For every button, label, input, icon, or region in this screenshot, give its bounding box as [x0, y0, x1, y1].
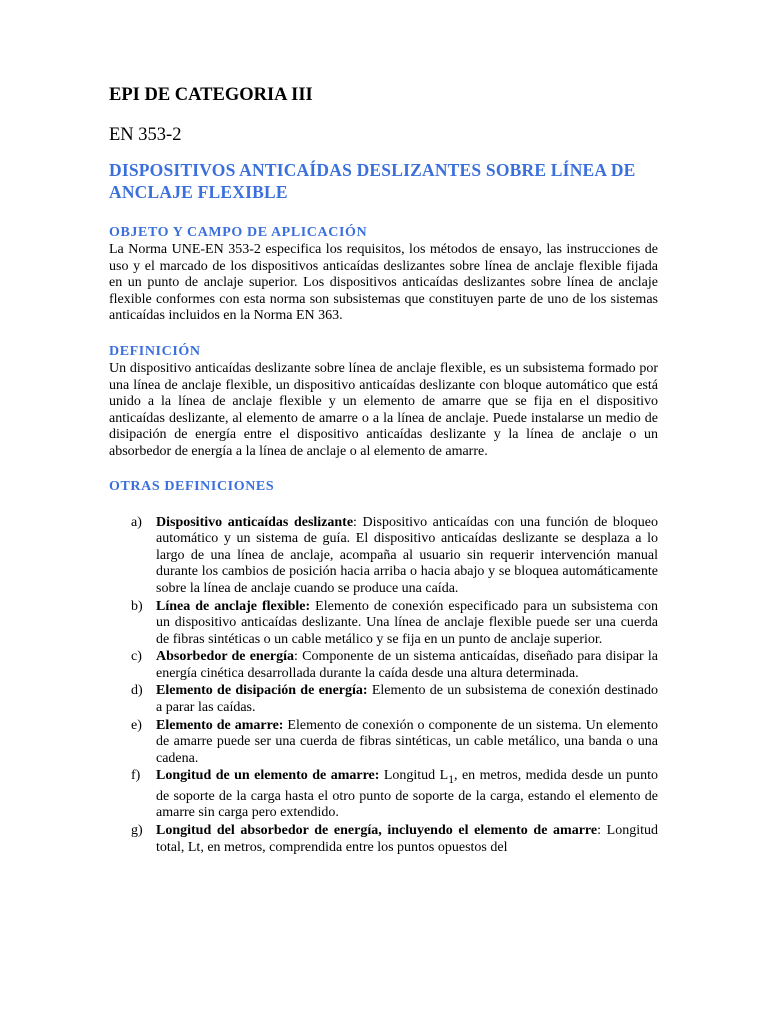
definition-term: Dispositivo anticaídas deslizante: [156, 514, 354, 530]
definition-term: Elemento de disipación de energía:: [156, 683, 368, 699]
list-item: [109, 599, 658, 649]
term-separator: :: [294, 649, 298, 665]
definition-term: Elemento de amarre:: [156, 717, 284, 733]
list-item: [109, 515, 658, 598]
definition-term: Absorbedor de energía: [156, 649, 295, 665]
definition-term: Longitud de un elemento de amarre:: [156, 768, 380, 784]
definitions-list: [109, 515, 658, 857]
paragraph-definicion: Un dispositivo anticaídas deslizante sobre línea de anclaje flexible, es un subsistema formado por una línea de anclaje flexible, un dispositivo anticaídas deslizante con bloque automático que está unido a la línea de anclaje flexible y un elemento de amarre que se fija en el dispositivo anticaídas deslizante, al elemento de amarre o a la línea de anclaje. Puede instalarse un medio de disipación de energía entre el dispositivo anticaídas deslizante y la línea de anclaje o un absorbedor de energía a la línea de anclaje o al elemento de amarre.: [109, 360, 658, 459]
list-item: [109, 823, 658, 856]
list-item: [109, 649, 658, 682]
subscript: 1: [448, 773, 455, 787]
section-heading-otras: OTRAS DEFINICIONES: [109, 478, 275, 494]
term-separator: :: [353, 514, 357, 530]
definition-text-lead: Longitud L: [379, 768, 449, 784]
list-item: [109, 718, 658, 768]
list-item: [109, 768, 658, 822]
document-title: DISPOSITIVOS ANTICAÍDAS DESLIZANTES SOBRE LÍNEA DE ANCLAJE FLEXIBLE: [109, 160, 636, 202]
definition-text: Componente de un sistema anticaídas, diseñado para disipar la energía cinética desarrollada durante la caída desde una altura determinada.: [156, 649, 658, 681]
definition-text: , en metros, medida desde un punto de soporte de la carga hasta el otro punto de soporte de la carga, estando el elemento de amarre sin carga pero extendido.: [156, 768, 658, 821]
definition-term: Longitud del absorbedor de energía, incluyendo el elemento de amarre: [156, 823, 598, 839]
definition-text: Elemento de un subsistema de conexión destinado a parar las caídas.: [156, 683, 659, 716]
list-marker: d): [131, 683, 143, 699]
section-heading-definicion: DEFINICIÓN: [109, 343, 201, 359]
definition-text: Elemento de conexión o componente de un sistema. Un elemento de amarre puede ser una cuerda de fibras sintéticas, un cable metálico, una banda o una cadena.: [156, 717, 658, 766]
definition-text: Dispositivo anticaídas con una función de bloqueo automático y un sistema de guía. El dispositivo anticaídas deslizante se desplaza a lo largo de una línea de anclaje, acompaña al usuario sin requerir intervención manual durante los cambios de posición hacia arriba o hacia abajo y se bloquea automáticamente sobre la línea de anclaje cuando se produce una caída.: [156, 514, 658, 596]
list-marker: c): [131, 649, 142, 665]
section-heading-objeto: OBJETO Y CAMPO DE APLICACIÓN: [109, 225, 368, 240]
list-marker: a): [131, 514, 142, 530]
paragraph-objeto: La Norma UNE-EN 353-2 especifica los requisitos, los métodos de ensayo, las instrucciones de uso y el marcado de los dispositivos anticaídas deslizantes sobre línea de anclaje flexible fijada en un punto de anclaje superior. Los dispositivos anticaídas deslizantes sobre línea de anclaje flexible conformes con esta norma son subsistemas que constituyen parte de uno de los sistemas anticaídas incluidos en la Norma EN 363.: [109, 242, 658, 324]
term-separator: :: [597, 823, 601, 839]
list-marker: b): [131, 598, 143, 614]
list-marker: f): [131, 768, 141, 784]
category-heading: EPI DE CATEGORIA III: [109, 85, 313, 105]
norm-heading: EN 353-2: [109, 125, 182, 145]
definition-text: Elemento de conexión especificado para un subsistema con un dispositivo anticaídas deslizante. Una línea de anclaje flexible puede ser una cuerda de fibras sintéticas o un cable metálico y se fija en un punto de anclaje superior.: [156, 598, 659, 647]
list-marker: g): [131, 823, 143, 839]
list-item: [109, 683, 658, 716]
definition-text: Longitud total, Lt, en metros, comprendida entre los puntos opuestos del: [156, 823, 658, 855]
list-marker: e): [131, 717, 142, 733]
definition-term: Línea de anclaje flexible:: [156, 598, 311, 614]
